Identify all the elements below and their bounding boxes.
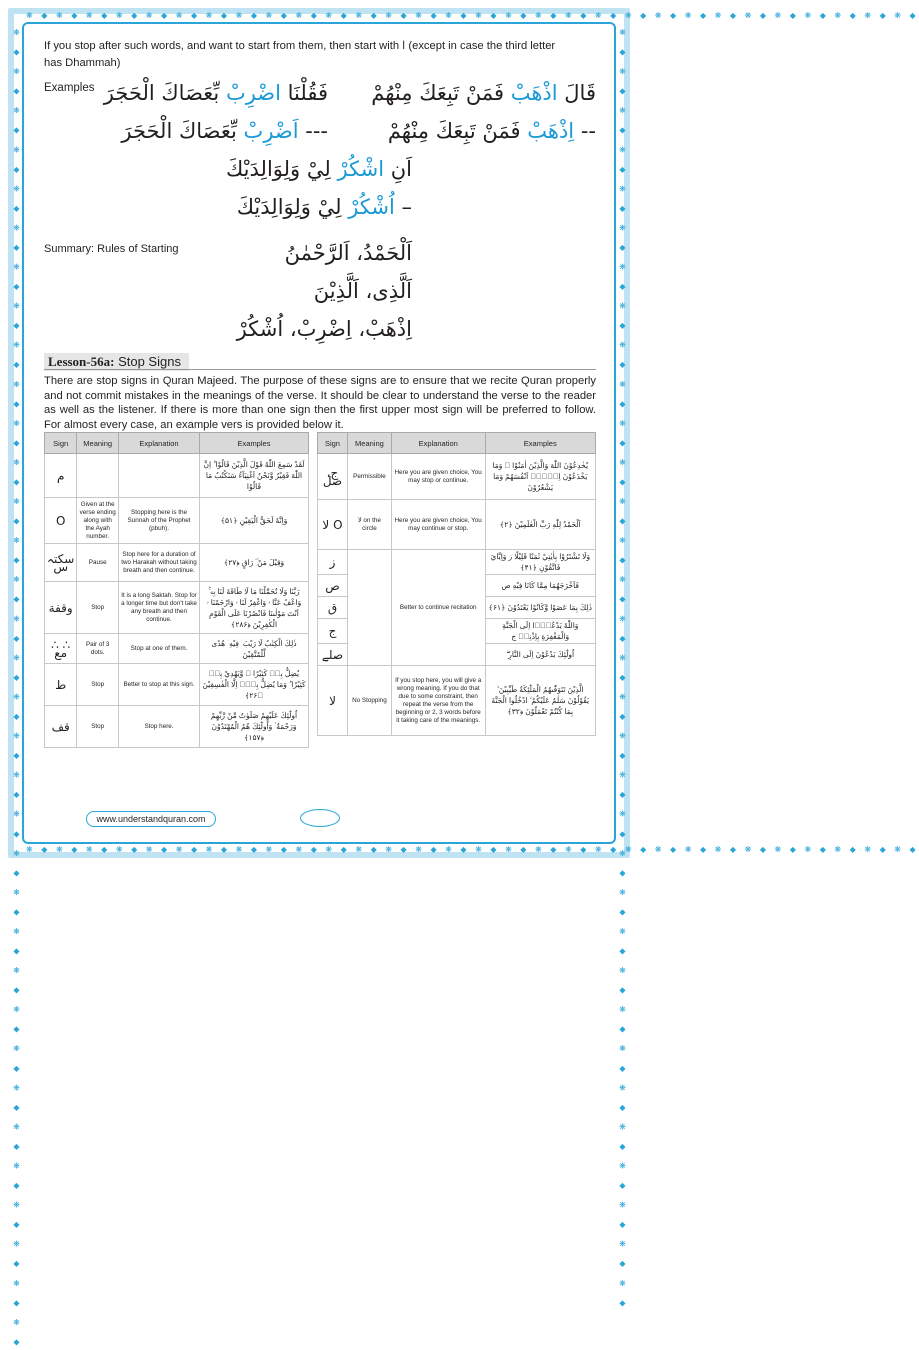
example-cell: اُولٰٓئِكَ يَدْعُوْنَ اِلَى النَّارِ ۖ — [485, 644, 595, 666]
sign-cell: قف — [45, 706, 77, 748]
sign-cell: صلے — [318, 644, 348, 666]
meaning-cell: Stop — [77, 664, 119, 706]
table-row — [318, 666, 596, 736]
intro-line-1: If you stop after such words, and want to start from them, then start with ا (except in case the third letter — [44, 40, 556, 52]
intro-text — [44, 38, 596, 72]
lesson-divider — [44, 369, 596, 370]
example-cell: ذٰلِكَ الْكِتٰبُ لَا رَيْبَ ۛ فِيْهِ ۛ هُدًى لِّلْمُتَّقِيْنَ — [199, 634, 308, 664]
examples-label: Examples — [44, 82, 95, 94]
sign-cell: O — [45, 498, 77, 544]
example-cell: وَلَا تَشْتَرُوْا بِاٰيٰتِيْ ثَمَنًا قَلِيْلًا ز وَاِيَّايَ فَاتَّقُوْنِ ﴿۴۱﴾ — [485, 550, 595, 575]
example-cell: اُولٰٓئِكَ عَلَيْهِمْ صَلَوٰتٌ مِّنْ رَّبِّهِمْ وَرَحْمَةٌ ۟ وَاُولٰٓئِكَ هُمُ الْمُهْتَدُوْنَ ﴿۱۵۷﴾ — [199, 706, 308, 748]
table-row — [45, 706, 309, 748]
arabic-example-1a: قَالَ اذْهَبْ فَمَنْ تَبِعَكَ مِنْهُمْ — [371, 81, 596, 105]
summary-line-1: اَلْحَمْدُ، اَلرَّحْمٰنُ — [284, 241, 412, 265]
meaning-cell: Given at the verse ending along with the Ayah number. — [77, 498, 119, 544]
footer-url: www.understandquran.com — [86, 811, 216, 827]
decorative-border-right: ❋ ◆ ❋ ◆ ❋ ◆ ❋ ◆ ❋ ◆ ❋ ◆ ❋ ◆ ❋ ◆ ❋ ◆ ❋ ◆ ❋ ◆ ❋ ◆ ❋ ◆ ❋ ◆ ❋ ◆ ❋ ◆ ❋ ◆ ❋ ◆ ❋ ◆ ❋ ◆ ❋ ◆ ❋ ◆ ❋ ◆ ❋ ◆ ❋ ◆ ❋ ◆ ❋ ◆ ❋ ◆ ❋ ◆ ❋ ◆ ❋ ◆ ❋ ◆ ❋ ◆ — [618, 28, 627, 1312]
explanation-cell: It is a long Saktah. Stop for a longer time but don't take any breath and then continue. — [119, 582, 200, 634]
explanation-cell — [119, 454, 200, 498]
example-cell: وَاِنَّهٗ لَحَقُّ الْيَقِيْنِ ﴿۵۱﴾ — [199, 498, 308, 544]
header-sign: Sign — [45, 433, 77, 454]
table-row — [45, 544, 309, 582]
arabic-example-1b: فَقُلْنَا اضْرِبْ بِّعَصَاكَ الْحَجَرَ — [103, 81, 328, 105]
meaning-cell: No Stopping — [347, 666, 391, 736]
meaning-cell — [347, 550, 391, 666]
page-number-oval — [300, 809, 340, 827]
lesson-header — [44, 351, 596, 369]
meaning-cell: Permissible — [347, 454, 391, 500]
header-meaning: Meaning — [77, 433, 119, 454]
meaning-cell — [77, 454, 119, 498]
example-cell: الَّذِيْنَ تَتَوَفّٰىهُمُ الْمَلٰٓئِكَةُ طَيِّبِيْنَ ۙ يَقُوْلُوْنَ سَلٰمٌ عَلَيْكُمُ ۙ ادْخُلُوا الْجَنَّةَ بِمَا كُنْتُمْ تَعْمَلُوْنَ ﴿۳۲﴾ — [485, 666, 595, 736]
sign-cell: ج — [318, 619, 348, 644]
explanation-cell: Stop here. — [119, 706, 200, 748]
table-row — [45, 498, 309, 544]
sign-cell: لا O — [318, 500, 348, 550]
example-cell: اَلْحَمْدُ لِلّٰهِ رَبِّ الْعٰلَمِيْنَ ﴿۲﴾ — [485, 500, 595, 550]
explanation-cell: Stopping here is the Sunnah of the Prophet (pbuh). — [119, 498, 200, 544]
decorative-border-top: ❋ ◆ ❋ ◆ ❋ ◆ ❋ ◆ ❋ ◆ ❋ ◆ ❋ ◆ ❋ ◆ ❋ ◆ ❋ ◆ ❋ ◆ ❋ ◆ ❋ ◆ ❋ ◆ ❋ ◆ ❋ ◆ ❋ ◆ ❋ ◆ ❋ ◆ ❋ ◆ ❋ ◆ ❋ ◆ ❋ ◆ ❋ ◆ ❋ ◆ ❋ ◆ ❋ ◆ ❋ ◆ ❋ ◆ ❋ ◆ — [26, 11, 919, 20]
header-meaning: Meaning — [347, 433, 391, 454]
explanation-cell: Stop at one of them. — [119, 634, 200, 664]
explanation-cell: Better to continue recitation — [391, 550, 485, 666]
explanation-cell: Stop here for a duration of two Harakah without taking breath and then continue. — [119, 544, 200, 582]
example-cell: يُضِلُّ بِهٖ كَثِيْرًا ۙ وَّيَهْدِيْ بِهٖ كَثِيْرًا ؕ وَمَا يُضِلُّ بِهٖۤ اِلَّا الْفٰسِقِيْنَ ﴿۲۶﴾ — [199, 664, 308, 706]
sign-cell: ط — [45, 664, 77, 706]
table-row — [45, 454, 309, 498]
arabic-example-2b: --- اَضْرِبْ بِّعَصَاكَ الْحَجَرَ — [121, 119, 328, 143]
meaning-cell: Pause — [77, 544, 119, 582]
intro-line-2: has Dhammah) — [44, 57, 121, 69]
sign-cell: ق — [318, 597, 348, 619]
table-row — [318, 454, 596, 500]
header-sign: Sign — [318, 433, 348, 454]
sign-cell: ز — [318, 550, 348, 575]
example-cell: رَبَّنَا وَلَا تُحَمِّلْنَا مَا لَا طَاقَةَ لَنَا بِهٖ ۚ وَاعْفُ عَنَّا ۥ وَاغْفِرْ لَنَا ۥ وَارْحَمْنَا ۥ اَنْتَ مَوْلٰىنَا فَانْصُرْنَا عَلَى الْقَوْمِ الْكٰفِرِيْنَ ﴿۲۸۶﴾ — [199, 582, 308, 634]
table-row — [45, 634, 309, 664]
meaning-cell: Stop — [77, 582, 119, 634]
table-row — [318, 500, 596, 550]
explanation-cell: Here you are given choice, You may continue or stop. — [391, 500, 485, 550]
example-cell: لَقَدْ سَمِعَ اللّٰهُ قَوْلَ الَّذِيْنَ قَالُوْا ؕ اِنَّ اللّٰهَ فَقِيْرٌ وَّنَحْنُ اَغْنِيَآءُ سَنَكْتُبُ مَا قَالُوْا — [199, 454, 308, 498]
decorative-border-bottom: ❋ ◆ ❋ ◆ ❋ ◆ ❋ ◆ ❋ ◆ ❋ ◆ ❋ ◆ ❋ ◆ ❋ ◆ ❋ ◆ ❋ ◆ ❋ ◆ ❋ ◆ ❋ ◆ ❋ ◆ ❋ ◆ ❋ ◆ ❋ ◆ ❋ ◆ ❋ ◆ ❋ ◆ ❋ ◆ ❋ ◆ ❋ ◆ ❋ ◆ ❋ ◆ ❋ ◆ ❋ ◆ ❋ ◆ ❋ ◆ — [26, 845, 919, 854]
table-row — [45, 664, 309, 706]
sign-cell: وقفة — [45, 582, 77, 634]
example-cell: وَاللّٰهُ يَدْعُوْۤا اِلَى الْجَنَّةِ وَالْمَغْفِرَةِ بِاِذْنِهٖ ج — [485, 619, 595, 644]
sign-cell: ج، صل — [318, 454, 348, 500]
table-row — [45, 582, 309, 634]
arabic-example-4: – اُشْكُرْ لِيْ وَلِوَالِدَيْكَ — [236, 195, 412, 219]
table-row — [318, 550, 596, 575]
header-explanation: Explanation — [391, 433, 485, 454]
summary-label: Summary: Rules of Starting — [44, 243, 179, 255]
explanation-cell: If you stop here, you will give a wrong meaning. If you do that due to some constraint, then repeat the verse from the beginning or 2, 3 words before it taking care of the meanings. — [391, 666, 485, 736]
example-cell: فَاَخْرَجَهُمَا مِمَّا كَانَا فِيْهِ ص — [485, 575, 595, 597]
lesson-title: Lesson-56a: Stop Signs — [44, 353, 189, 371]
sign-cell: لا — [318, 666, 348, 736]
example-cell: وَقِيْلَ مَنْ ۜ رَاقٍ ﴿۲۷﴾ — [199, 544, 308, 582]
arabic-example-2a: -- اِذْهَبْ فَمَنْ تَبِعَكَ مِنْهُمْ — [387, 119, 596, 143]
sign-cell: ص — [318, 575, 348, 597]
meaning-cell: Pair of 3 dots. — [77, 634, 119, 664]
explanation-cell: Here you are given choice, You may stop or continue. — [391, 454, 485, 500]
stop-signs-table-right — [317, 432, 596, 736]
summary-line-3: اِذْهَبْ، اِضْرِبْ، اُشْكُرْ — [236, 317, 412, 341]
explanation-cell: Better to stop at this sign. — [119, 664, 200, 706]
meaning-cell: لا on the circle — [347, 500, 391, 550]
stop-signs-table-left — [44, 432, 309, 748]
page-content — [44, 38, 596, 742]
sign-cell: ∴ ∴ مع — [45, 634, 77, 664]
meaning-cell: Stop — [77, 706, 119, 748]
sign-cell: م — [45, 454, 77, 498]
example-cell: يُخٰدِعُوْنَ اللّٰهَ وَالَّذِيْنَ اٰمَنُوْا ۚ وَمَا يَخْدَعُوْنَ اِلَّاۤ اَنْفُسَهُمْ وَمَا يَشْعُرُوْنَ — [485, 454, 595, 500]
header-examples: Examples — [485, 433, 595, 454]
header-examples: Examples — [199, 433, 308, 454]
lesson-paragraph: There are stop signs in Quran Majeed. The purpose of these signs are to ensure that we recite Quran properly and not commit mistakes in the meanings of the verse. It should be clear to understand the verse to the reader as well as the listener. If there is more than one sign then the first upper most sign will be preferred to follow. For almost every case, an example vers is provided below it. — [44, 375, 596, 431]
decorative-border-left: ❋ ◆ ❋ ◆ ❋ ◆ ❋ ◆ ❋ ◆ ❋ ◆ ❋ ◆ ❋ ◆ ❋ ◆ ❋ ◆ ❋ ◆ ❋ ◆ ❋ ◆ ❋ ◆ ❋ ◆ ❋ ◆ ❋ ◆ ❋ ◆ ❋ ◆ ❋ ◆ ❋ ◆ ❋ ◆ ❋ ◆ ❋ ◆ ❋ ◆ ❋ ◆ ❋ ◆ ❋ ◆ ❋ ◆ ❋ ◆ ❋ ◆ ❋ ◆ ❋ ◆ ❋ ◆ — [12, 28, 21, 1350]
sign-cell: سکتہ س — [45, 544, 77, 582]
header-explanation: Explanation — [119, 433, 200, 454]
arabic-example-3: اَنِ اشْكُرْ لِيْ وَلِوَالِدَيْكَ — [225, 157, 412, 181]
summary-line-2: اَلَّذِی، اَلَّذِیْنَ — [313, 279, 412, 303]
example-cell: ذٰلِكَ بِمَا عَصَوْا وَّكَانُوْا يَعْتَدُوْنَ ﴿۶۱﴾ — [485, 597, 595, 619]
